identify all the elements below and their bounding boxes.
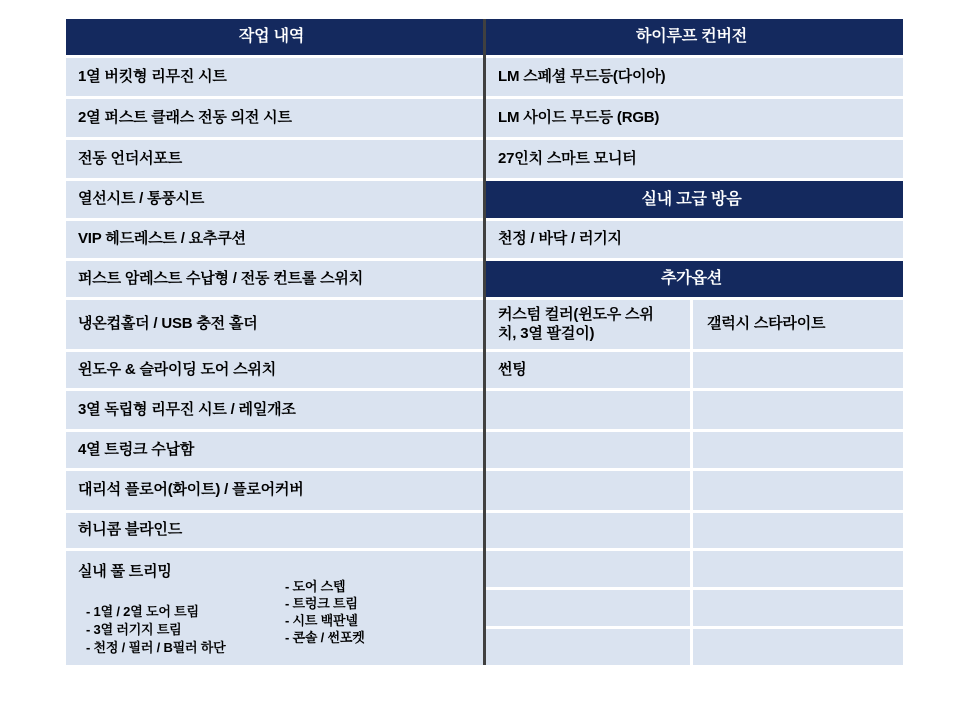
list-item: - 1열 / 2열 도어 트림 (86, 604, 199, 619)
table-row: 열선시트 / 통풍시트 (66, 181, 483, 218)
empty-cell (693, 471, 903, 510)
empty-cell (486, 551, 690, 587)
option-row (486, 300, 903, 349)
table-row: 대리석 플로어(화이트) / 플로어커버 (66, 471, 483, 510)
empty-cell (486, 432, 690, 468)
option-row (486, 471, 903, 510)
table-row: 4열 트렁크 수납함 (66, 432, 483, 468)
table-row: 천정 / 바닥 / 러기지 (486, 221, 903, 258)
option-cell: 커스텀 컬러(윈도우 스위치, 3열 팔걸이) (486, 300, 690, 349)
full-trimming-cell (66, 551, 483, 665)
work-details-table (66, 19, 903, 665)
options-column (486, 19, 903, 665)
option-cell: 썬팅 (486, 352, 690, 388)
empty-cell (693, 629, 903, 665)
empty-cell (486, 471, 690, 510)
column-header-work-details: 작업 내역 (66, 19, 483, 55)
list-item: - 콘솔 / 썬포켓 (285, 630, 365, 645)
empty-cell (693, 590, 903, 626)
option-row (486, 513, 903, 548)
option-row (486, 391, 903, 429)
option-row (486, 629, 903, 665)
list-item: - 시트 백판넬 (285, 613, 358, 628)
trimming-list-right (285, 578, 365, 646)
table-row: 윈도우 & 슬라이딩 도어 스위치 (66, 352, 483, 388)
table-row: 3열 독립형 리무진 시트 / 레일개조 (66, 391, 483, 429)
empty-cell (693, 391, 903, 429)
empty-cell (693, 432, 903, 468)
empty-cell (693, 551, 903, 587)
trimming-title: 실내 풀 트리밍 (78, 563, 172, 580)
work-details-column (66, 19, 483, 665)
table-row: 27인치 스마트 모니터 (486, 140, 903, 178)
empty-cell (486, 513, 690, 548)
option-row (486, 352, 903, 388)
empty-cell (693, 513, 903, 548)
column-header-highroof-conversion: 하이루프 컨버전 (486, 19, 903, 55)
trimming-list-left (86, 603, 225, 657)
section-header-extra-options: 추가옵션 (486, 261, 903, 297)
list-item: - 천정 / 필러 / B필러 하단 (86, 640, 226, 655)
table-row: LM 스페셜 무드등(다이아) (486, 58, 903, 96)
table-row: VIP 헤드레스트 / 요추쿠션 (66, 221, 483, 258)
table-row: 전동 언더서포트 (66, 140, 483, 178)
list-item: - 트렁크 트림 (285, 596, 358, 611)
empty-cell (486, 629, 690, 665)
option-cell (693, 352, 903, 388)
option-cell: 갤럭시 스타라이트 (693, 300, 903, 349)
option-row (486, 590, 903, 626)
option-row (486, 551, 903, 587)
table-row: 2열 퍼스트 클래스 전동 의전 시트 (66, 99, 483, 137)
table-row: 허니콤 블라인드 (66, 513, 483, 548)
empty-cell (486, 391, 690, 429)
table-row: 1열 버킷형 리무진 시트 (66, 58, 483, 96)
table-row: 냉온컵홀더 / USB 충전 홀더 (66, 300, 483, 349)
table-row: LM 사이드 무드등 (RGB) (486, 99, 903, 137)
list-item: - 3열 러기지 트림 (86, 622, 182, 637)
empty-cell (486, 590, 690, 626)
list-item: - 도어 스텝 (285, 579, 346, 594)
option-row (486, 432, 903, 468)
section-header-soundproofing: 실내 고급 방음 (486, 181, 903, 218)
table-row: 퍼스트 암레스트 수납형 / 전동 컨트롤 스위치 (66, 261, 483, 297)
